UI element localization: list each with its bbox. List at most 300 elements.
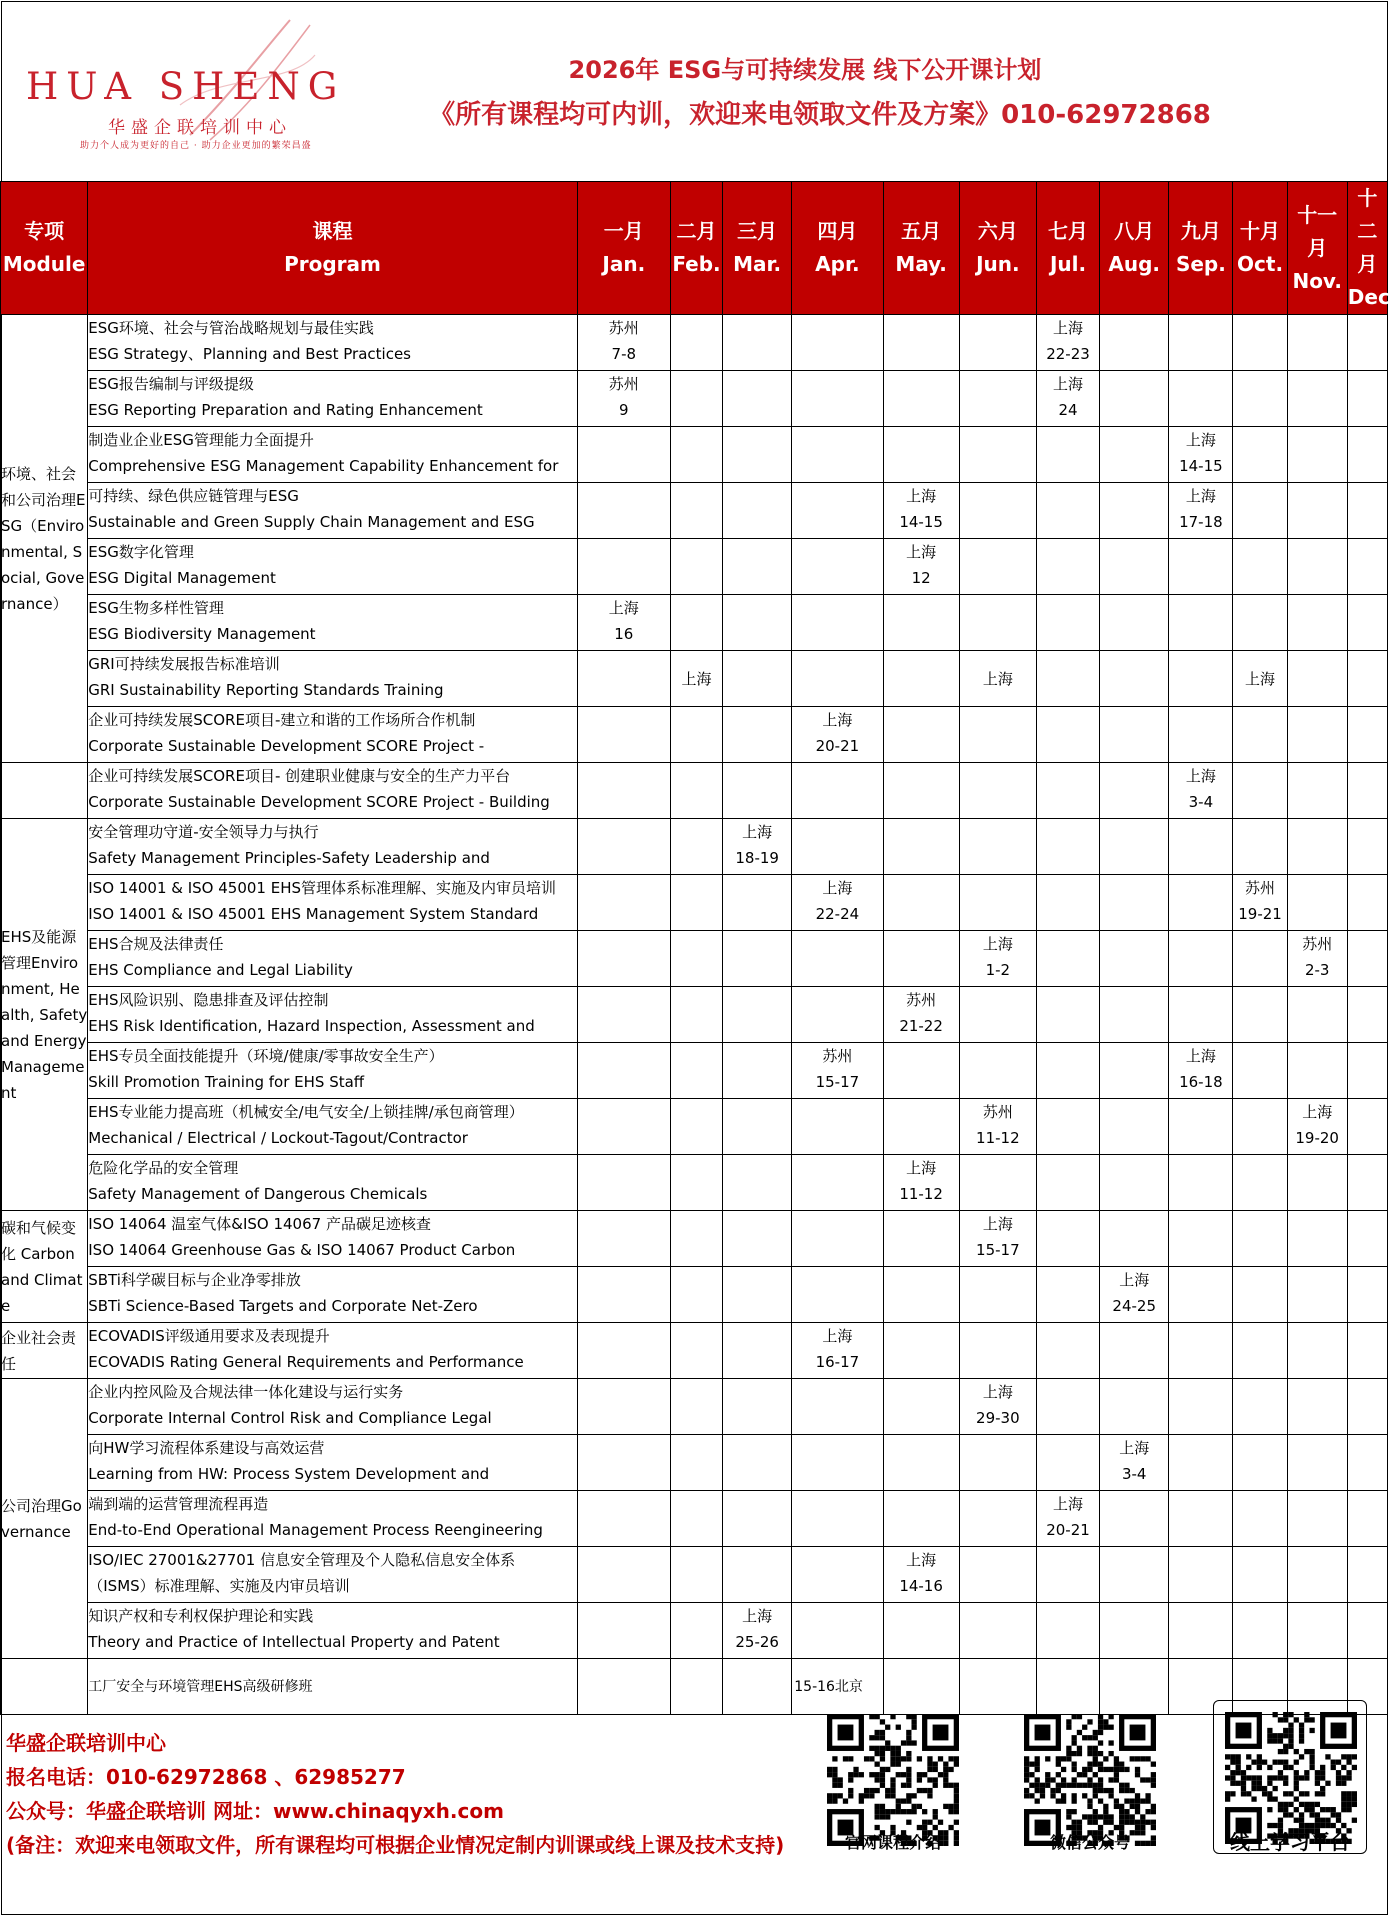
- empty-cell: [883, 371, 959, 427]
- empty-cell: [959, 987, 1036, 1043]
- table-row: [1, 819, 1388, 875]
- program-cell: [88, 1659, 577, 1715]
- empty-cell: [1233, 1155, 1287, 1211]
- program-cell: [88, 1155, 577, 1211]
- session-cell: 上海 11-12: [883, 1155, 959, 1211]
- program-name-en: ISO 14001 & ISO 45001 EHS Management System Standard: [88, 905, 539, 923]
- empty-cell: [670, 1659, 722, 1715]
- table-row: [1, 1659, 1388, 1715]
- empty-cell: [1287, 1491, 1347, 1547]
- empty-cell: [1036, 819, 1099, 875]
- empty-cell: [577, 1659, 670, 1715]
- empty-cell: [792, 1267, 883, 1323]
- empty-cell: [1036, 875, 1099, 931]
- program-cell: [88, 987, 577, 1043]
- empty-cell: [792, 1379, 883, 1435]
- empty-cell: [670, 1491, 722, 1547]
- empty-cell: [959, 1267, 1036, 1323]
- empty-cell: [1347, 539, 1387, 595]
- empty-cell: [1347, 987, 1387, 1043]
- table-row: [1, 651, 1388, 707]
- empty-cell: [1036, 1547, 1099, 1603]
- empty-cell: [670, 1379, 722, 1435]
- empty-cell: [1347, 1379, 1387, 1435]
- program-name-cn: 企业可持续发展SCORE项目-建立和谐的工作场所合作机制: [88, 711, 476, 729]
- empty-cell: [1233, 1267, 1287, 1323]
- empty-cell: [883, 1099, 959, 1155]
- empty-cell: [959, 819, 1036, 875]
- empty-cell: [1100, 1099, 1169, 1155]
- session-cell: 苏州 15-17: [792, 1043, 883, 1099]
- program-name-cn: ISO 14001 & ISO 45001 EHS管理体系标准理解、实施及内审员培训: [88, 879, 557, 897]
- empty-cell: [883, 427, 959, 483]
- program-name-cn: 安全管理功守道-安全领导力与执行: [88, 823, 319, 841]
- empty-cell: [1036, 1379, 1099, 1435]
- program-name-en: Safety Management Principles-Safety Leadership and: [88, 849, 490, 867]
- session-cell: 上海: [1233, 651, 1287, 707]
- empty-cell: [1347, 1267, 1387, 1323]
- empty-cell: [723, 1043, 792, 1099]
- empty-cell: [1169, 931, 1233, 987]
- session-cell: 上海 18-19: [723, 819, 792, 875]
- empty-cell: [723, 1547, 792, 1603]
- program-name-en: ESG Strategy、Planning and Best Practices: [88, 345, 411, 363]
- session-cell: 苏州 21-22: [883, 987, 959, 1043]
- empty-cell: [1347, 315, 1387, 371]
- empty-cell: [577, 1267, 670, 1323]
- empty-cell: [723, 427, 792, 483]
- empty-cell: [1347, 1547, 1387, 1603]
- empty-cell: [1036, 1323, 1099, 1379]
- program-cell: [88, 931, 577, 987]
- empty-cell: [723, 931, 792, 987]
- program-cell: [88, 1323, 577, 1379]
- empty-cell: [670, 987, 722, 1043]
- program-name-cn: GRI可持续发展报告标准培训: [88, 655, 280, 673]
- empty-cell: [1100, 931, 1169, 987]
- empty-cell: [1287, 371, 1347, 427]
- month-header: 七月 Jul.: [1036, 182, 1099, 315]
- empty-cell: [959, 707, 1036, 763]
- empty-cell: [1233, 1379, 1287, 1435]
- empty-cell: [1347, 1323, 1387, 1379]
- program-name-en: ECOVADIS Rating General Requirements and Performance: [88, 1353, 524, 1371]
- program-cell: [88, 1547, 577, 1603]
- month-header: 八月 Aug.: [1100, 182, 1169, 315]
- program-cell: [88, 1435, 577, 1491]
- qr3-label: 线上学习平台: [1230, 1830, 1350, 1854]
- empty-cell: [577, 1603, 670, 1659]
- page-subtitle: 《所有课程均可内训，欢迎来电领取文件及方案》010-62972868: [429, 100, 1211, 130]
- empty-cell: [723, 1323, 792, 1379]
- empty-cell: [1233, 1547, 1287, 1603]
- module-cell: 企业社会责任: [1, 1323, 88, 1379]
- table-row: [1, 931, 1388, 987]
- program-name-cn: 可持续、绿色供应链管理与ESG: [88, 487, 299, 505]
- program-name-en: Corporate Sustainable Development SCORE Project - Building: [88, 793, 550, 811]
- empty-cell: [670, 371, 722, 427]
- empty-cell: [1100, 651, 1169, 707]
- session-cell: 15-16北京: [792, 1659, 883, 1715]
- empty-cell: [1287, 987, 1347, 1043]
- empty-cell: [1169, 315, 1233, 371]
- program-cell: [88, 651, 577, 707]
- empty-cell: [670, 1323, 722, 1379]
- program-name-cn: ESG报告编制与评级提级: [88, 375, 254, 393]
- empty-cell: [1100, 707, 1169, 763]
- empty-cell: [1100, 987, 1169, 1043]
- month-header: 二月 Feb.: [670, 182, 722, 315]
- empty-cell: [792, 595, 883, 651]
- empty-cell: [1347, 651, 1387, 707]
- program-name-en: Skill Promotion Training for EHS Staff: [88, 1073, 365, 1091]
- empty-cell: [577, 875, 670, 931]
- session-cell: 上海 16-17: [792, 1323, 883, 1379]
- empty-cell: [1287, 483, 1347, 539]
- empty-cell: [670, 1435, 722, 1491]
- empty-cell: [1233, 371, 1287, 427]
- logo-slogan: 助力个人成为更好的自己 · 助力企业更加的繁荣昌盛: [80, 141, 312, 151]
- module-cell: [1, 1659, 88, 1715]
- table-row: [1, 763, 1388, 819]
- empty-cell: [792, 819, 883, 875]
- program-name-en: Mechanical / Electrical / Lockout-Tagout/Contractor: [88, 1129, 468, 1147]
- empty-cell: [1169, 819, 1233, 875]
- empty-cell: [1287, 1267, 1347, 1323]
- session-cell: 上海 14-16: [883, 1547, 959, 1603]
- empty-cell: [1347, 1211, 1387, 1267]
- empty-cell: [883, 1267, 959, 1323]
- session-cell: 苏州 7-8: [577, 315, 670, 371]
- empty-cell: [1233, 1491, 1287, 1547]
- empty-cell: [1347, 819, 1387, 875]
- program-cell: [88, 1267, 577, 1323]
- empty-cell: [1347, 595, 1387, 651]
- empty-cell: [883, 875, 959, 931]
- empty-cell: [670, 539, 722, 595]
- empty-cell: [959, 1547, 1036, 1603]
- session-cell: 苏州 9: [577, 371, 670, 427]
- empty-cell: [959, 1043, 1036, 1099]
- program-cell: [88, 371, 577, 427]
- empty-cell: [1036, 931, 1099, 987]
- empty-cell: [1287, 427, 1347, 483]
- table-row: [1, 875, 1388, 931]
- empty-cell: [1347, 1155, 1387, 1211]
- program-name-en: Corporate Sustainable Development SCORE Project -: [88, 737, 485, 755]
- empty-cell: [1287, 763, 1347, 819]
- empty-cell: [792, 1603, 883, 1659]
- empty-cell: [1287, 651, 1347, 707]
- empty-cell: [959, 427, 1036, 483]
- table-row: [1, 1603, 1388, 1659]
- logo-brand-cn: 华盛企联培训中心: [108, 118, 292, 138]
- table-row: [1, 1043, 1388, 1099]
- empty-cell: [577, 651, 670, 707]
- empty-cell: [883, 1379, 959, 1435]
- session-cell: 上海 3-4: [1100, 1435, 1169, 1491]
- empty-cell: [1036, 539, 1099, 595]
- empty-cell: [1233, 539, 1287, 595]
- empty-cell: [883, 819, 959, 875]
- empty-cell: [883, 315, 959, 371]
- program-name-en: ESG Biodiversity Management: [88, 625, 316, 643]
- program-cell: [88, 315, 577, 371]
- empty-cell: [723, 1379, 792, 1435]
- empty-cell: [1233, 819, 1287, 875]
- program-cell: [88, 1491, 577, 1547]
- session-cell: 上海 24-25: [1100, 1267, 1169, 1323]
- session-cell: 上海 25-26: [723, 1603, 792, 1659]
- empty-cell: [723, 651, 792, 707]
- session-cell: 上海 12: [883, 539, 959, 595]
- program-name-cn: ISO/IEC 27001&27701 信息安全管理及个人隐私信息安全体系: [88, 1551, 516, 1569]
- empty-cell: [883, 707, 959, 763]
- empty-cell: [670, 707, 722, 763]
- empty-cell: [577, 1211, 670, 1267]
- program-cell: [88, 1603, 577, 1659]
- module-cell: EHS及能源管理Environment, Health, Safety and Energy Management: [1, 819, 88, 1211]
- program-name-en: Corporate Internal Control Risk and Compliance Legal: [88, 1409, 492, 1427]
- empty-cell: [1100, 1155, 1169, 1211]
- program-name-cn: 危险化学品的安全管理: [88, 1159, 239, 1177]
- empty-cell: [723, 1099, 792, 1155]
- empty-cell: [1287, 1155, 1347, 1211]
- empty-cell: [1100, 1211, 1169, 1267]
- empty-cell: [1036, 483, 1099, 539]
- empty-cell: [723, 707, 792, 763]
- empty-cell: [723, 875, 792, 931]
- session-cell: 苏州 2-3: [1287, 931, 1347, 987]
- month-header: 五月 May.: [883, 182, 959, 315]
- empty-cell: [792, 987, 883, 1043]
- program-header: 课程 Program: [88, 182, 577, 315]
- session-cell: 上海 20-21: [1036, 1491, 1099, 1547]
- empty-cell: [723, 595, 792, 651]
- empty-cell: [1100, 595, 1169, 651]
- empty-cell: [577, 539, 670, 595]
- empty-cell: [883, 1603, 959, 1659]
- month-header: 六月 Jun.: [959, 182, 1036, 315]
- empty-cell: [1347, 707, 1387, 763]
- empty-cell: [723, 371, 792, 427]
- empty-cell: [792, 371, 883, 427]
- empty-cell: [1169, 1379, 1233, 1435]
- program-name-en: GRI Sustainability Reporting Standards Training: [88, 681, 444, 699]
- table-row: [1, 1323, 1388, 1379]
- table-row: [1, 427, 1388, 483]
- session-cell: 上海 14-15: [1169, 427, 1233, 483]
- module-cell: 碳和气候变化 Carbon and Climate: [1, 1211, 88, 1323]
- empty-cell: [1347, 1435, 1387, 1491]
- empty-cell: [959, 875, 1036, 931]
- empty-cell: [959, 483, 1036, 539]
- empty-cell: [1169, 1323, 1233, 1379]
- empty-cell: [1036, 1155, 1099, 1211]
- empty-cell: [792, 1435, 883, 1491]
- empty-cell: [577, 987, 670, 1043]
- empty-cell: [1169, 595, 1233, 651]
- empty-cell: [1287, 1043, 1347, 1099]
- table-row: [1, 1211, 1388, 1267]
- empty-cell: [577, 819, 670, 875]
- empty-cell: [723, 1659, 792, 1715]
- program-cell: [88, 1099, 577, 1155]
- empty-cell: [1169, 371, 1233, 427]
- empty-cell: [670, 931, 722, 987]
- program-cell: [88, 763, 577, 819]
- empty-cell: [883, 1491, 959, 1547]
- logo-brand: HUA SHENG: [26, 65, 346, 108]
- empty-cell: [1347, 1491, 1387, 1547]
- empty-cell: [792, 1547, 883, 1603]
- session-cell: 上海 24: [1036, 371, 1099, 427]
- empty-cell: [577, 1155, 670, 1211]
- program-cell: [88, 483, 577, 539]
- empty-cell: [577, 707, 670, 763]
- empty-cell: [1347, 371, 1387, 427]
- empty-cell: [1233, 1603, 1287, 1659]
- empty-cell: [1347, 427, 1387, 483]
- program-name-en: EHS Compliance and Legal Liability: [88, 961, 353, 979]
- empty-cell: [1347, 931, 1387, 987]
- empty-cell: [792, 539, 883, 595]
- empty-cell: [1100, 483, 1169, 539]
- program-name-cn: 端到端的运营管理流程再造: [88, 1495, 269, 1513]
- empty-cell: [792, 931, 883, 987]
- table-row: [1, 539, 1388, 595]
- table-row: [1, 1547, 1388, 1603]
- program-cell: [88, 539, 577, 595]
- program-name-cn: ISO 14064 温室气体&ISO 14067 产品碳足迹核查: [88, 1215, 431, 1233]
- empty-cell: [1169, 1435, 1233, 1491]
- schedule-body: [1, 315, 1388, 1715]
- program-name-en: ESG Reporting Preparation and Rating Enhancement: [88, 401, 483, 419]
- program-name-en: Comprehensive ESG Management Capability Enhancement for: [88, 457, 559, 475]
- session-cell: 上海 14-15: [883, 483, 959, 539]
- empty-cell: [670, 1211, 722, 1267]
- empty-cell: [1287, 1547, 1347, 1603]
- program-name-cn: 向HW学习流程体系建设与高效运营: [88, 1439, 325, 1457]
- empty-cell: [1036, 595, 1099, 651]
- empty-cell: [959, 595, 1036, 651]
- empty-cell: [1100, 1043, 1169, 1099]
- month-header: 九月 Sep.: [1169, 182, 1233, 315]
- program-name-en: Safety Management of Dangerous Chemicals: [88, 1185, 428, 1203]
- empty-cell: [577, 1547, 670, 1603]
- empty-cell: [577, 931, 670, 987]
- empty-cell: [723, 1491, 792, 1547]
- empty-cell: [1233, 1435, 1287, 1491]
- schedule-table: [0, 181, 1397, 1715]
- program-name-cn: 企业可持续发展SCORE项目- 创建职业健康与安全的生产力平台: [88, 767, 511, 785]
- empty-cell: [1036, 1603, 1099, 1659]
- empty-cell: [577, 1435, 670, 1491]
- empty-cell: [959, 371, 1036, 427]
- empty-cell: [1100, 875, 1169, 931]
- session-cell: 上海 16-18: [1169, 1043, 1233, 1099]
- empty-cell: [577, 1099, 670, 1155]
- empty-cell: [1169, 987, 1233, 1043]
- empty-cell: [1036, 763, 1099, 819]
- empty-cell: [959, 763, 1036, 819]
- empty-cell: [577, 1491, 670, 1547]
- table-row: [1, 707, 1388, 763]
- program-name-cn: ESG生物多样性管理: [88, 599, 224, 617]
- table-row: [1, 987, 1388, 1043]
- empty-cell: [1233, 1211, 1287, 1267]
- module-cell: 环境、社会和公司治理ESG（Environmental, Social, Governance）: [1, 315, 88, 763]
- table-row: [1, 483, 1388, 539]
- empty-cell: [670, 1603, 722, 1659]
- empty-cell: [792, 1155, 883, 1211]
- empty-cell: [1100, 763, 1169, 819]
- qr2-label: 微信公众号: [1049, 1833, 1130, 1852]
- empty-cell: [1169, 651, 1233, 707]
- empty-cell: [577, 1323, 670, 1379]
- header: [0, 0, 1391, 180]
- empty-cell: [883, 1043, 959, 1099]
- empty-cell: [883, 1435, 959, 1491]
- session-cell: 上海 3-4: [1169, 763, 1233, 819]
- session-cell: 上海 22-23: [1036, 315, 1099, 371]
- empty-cell: [1169, 1547, 1233, 1603]
- session-cell: 上海: [670, 651, 722, 707]
- empty-cell: [792, 1099, 883, 1155]
- empty-cell: [959, 539, 1036, 595]
- program-cell: [88, 427, 577, 483]
- table-row: [1, 1099, 1388, 1155]
- program-cell: [88, 819, 577, 875]
- empty-cell: [723, 1435, 792, 1491]
- empty-cell: [1169, 1099, 1233, 1155]
- footer-org: 华盛企联培训中心: [6, 1731, 166, 1755]
- empty-cell: [1036, 1211, 1099, 1267]
- empty-cell: [1100, 539, 1169, 595]
- program-name-cn: SBTi科学碳目标与企业净零排放: [88, 1271, 301, 1289]
- table-row: [1, 595, 1388, 651]
- session-cell: 上海 22-24: [792, 875, 883, 931]
- program-name-cn: 知识产权和专利权保护理论和实践: [88, 1607, 314, 1625]
- empty-cell: [1347, 1099, 1387, 1155]
- month-header: 十二月 Dec.: [1347, 182, 1387, 315]
- empty-cell: [1287, 1435, 1347, 1491]
- empty-cell: [1100, 1603, 1169, 1659]
- empty-cell: [959, 1155, 1036, 1211]
- program-name-cn: 制造业企业ESG管理能力全面提升: [88, 431, 314, 449]
- empty-cell: [1100, 1491, 1169, 1547]
- empty-cell: [792, 1211, 883, 1267]
- page-title: 2026年 ESG与可持续发展 线下公开课计划: [568, 56, 1042, 84]
- program-name-cn: EHS专员全面技能提升（环境/健康/零事故安全生产）: [88, 1047, 444, 1065]
- empty-cell: [723, 539, 792, 595]
- empty-cell: [883, 651, 959, 707]
- month-header: 十月 Oct.: [1233, 182, 1287, 315]
- empty-cell: [577, 483, 670, 539]
- empty-cell: [1347, 483, 1387, 539]
- empty-cell: [1036, 1099, 1099, 1155]
- empty-cell: [1287, 707, 1347, 763]
- empty-cell: [959, 315, 1036, 371]
- empty-cell: [670, 1099, 722, 1155]
- program-name-en: End-to-End Operational Management Process Reengineering: [88, 1521, 543, 1539]
- empty-cell: [670, 315, 722, 371]
- empty-cell: [792, 763, 883, 819]
- empty-cell: [1036, 1267, 1099, 1323]
- program-cell: [88, 1211, 577, 1267]
- empty-cell: [1233, 1323, 1287, 1379]
- empty-cell: [1169, 539, 1233, 595]
